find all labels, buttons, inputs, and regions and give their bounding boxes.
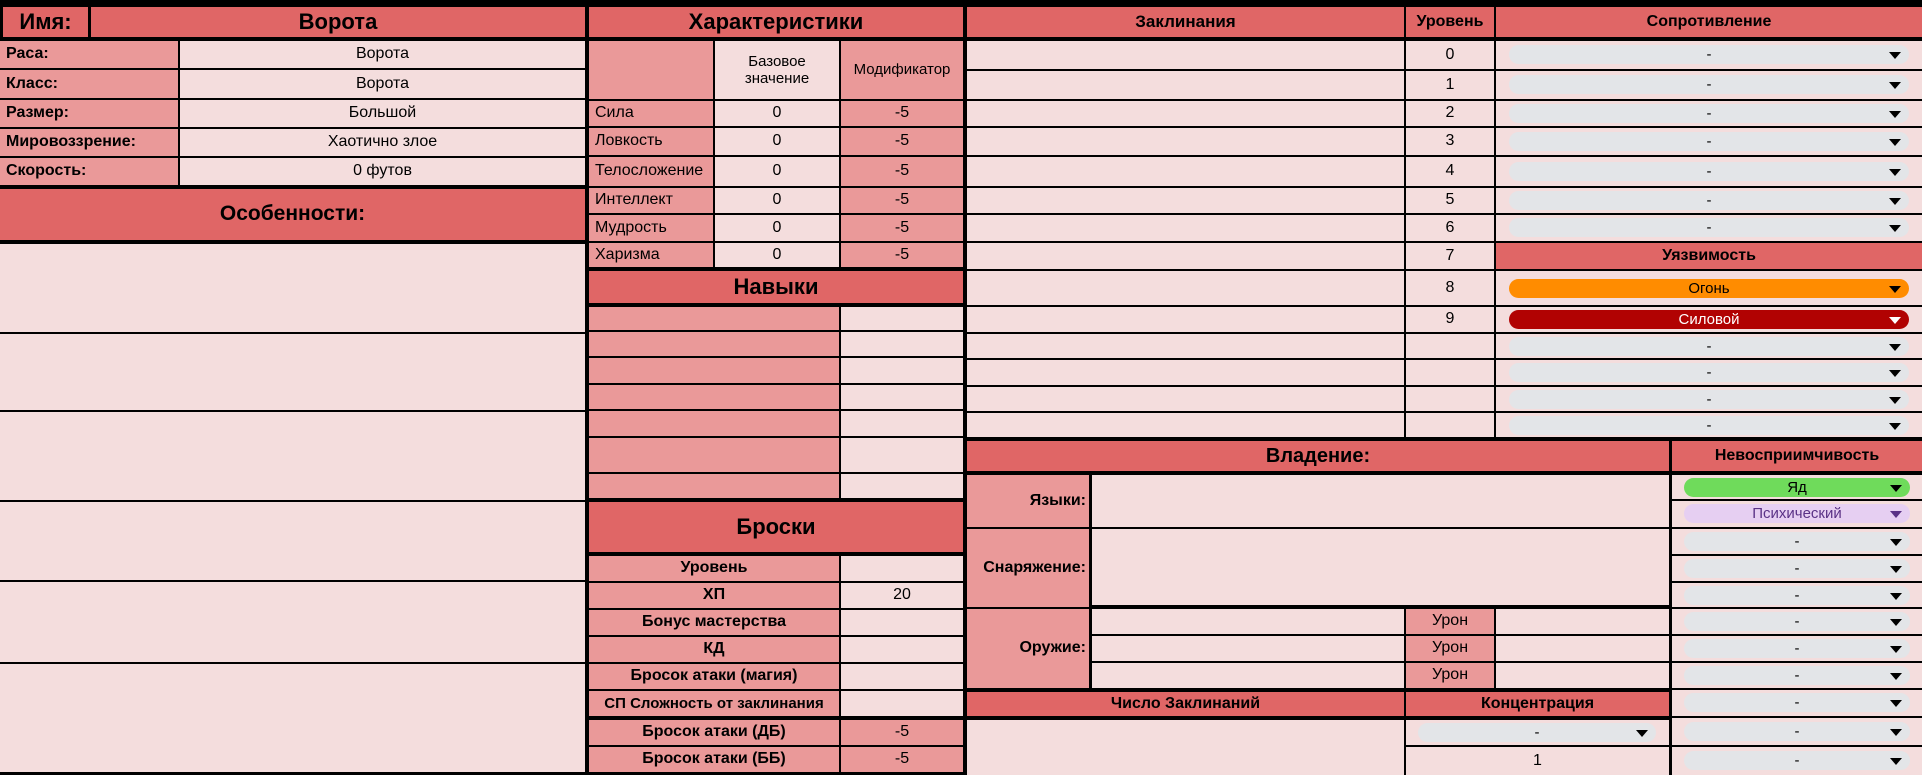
select-value: - xyxy=(1794,559,1800,577)
spell-slot[interactable] xyxy=(967,243,1404,269)
spell-level xyxy=(1406,334,1494,358)
skill-name[interactable] xyxy=(589,474,839,498)
ability-modifier: -5 xyxy=(841,128,963,155)
spell-level: 0 xyxy=(1406,41,1494,69)
immunity-select[interactable] xyxy=(1684,559,1910,578)
spell-attack-value[interactable] xyxy=(841,664,963,689)
hp-label: ХП xyxy=(589,583,839,608)
spell-dc-value[interactable] xyxy=(841,691,963,716)
size-value[interactable]: Большой xyxy=(180,100,585,127)
spell-slot[interactable] xyxy=(967,387,1404,411)
immunity-select[interactable] xyxy=(1684,639,1910,658)
immunity-cell xyxy=(1672,475,1922,499)
resistance-select[interactable] xyxy=(1509,104,1909,123)
ac-value[interactable] xyxy=(841,637,963,662)
spell-level: 1 xyxy=(1406,71,1494,99)
spell-level xyxy=(1406,387,1494,411)
select-value: Психический xyxy=(1752,504,1842,522)
damage-label: Урон xyxy=(1406,636,1494,661)
chevron-down-icon xyxy=(1889,169,1901,176)
spell-level xyxy=(1406,413,1494,437)
spell-slot[interactable] xyxy=(967,157,1404,186)
concentration-header: Концентрация xyxy=(1406,692,1669,716)
modifier-header: Модификатор xyxy=(841,41,963,99)
select-value: - xyxy=(1534,723,1540,741)
chevron-down-icon xyxy=(1889,82,1901,89)
race-label: Раса: xyxy=(0,41,178,68)
languages-label: Языки: xyxy=(967,475,1089,527)
features-row[interactable] xyxy=(0,334,585,410)
spell-slot[interactable] xyxy=(967,413,1404,437)
chevron-down-icon xyxy=(1889,139,1901,146)
immunity-select[interactable] xyxy=(1684,666,1910,685)
damage-value[interactable] xyxy=(1496,663,1669,688)
skill-name[interactable] xyxy=(589,411,839,436)
skills-header: Навыки xyxy=(589,271,963,303)
class-value[interactable]: Ворота xyxy=(180,70,585,98)
spell-level: 5 xyxy=(1406,188,1494,213)
skill-name[interactable] xyxy=(589,307,839,330)
chevron-down-icon xyxy=(1890,673,1902,680)
immunity-header: Невосприимчивость xyxy=(1672,441,1922,471)
skill-name[interactable] xyxy=(589,438,839,472)
select-value: - xyxy=(1794,532,1800,550)
resistance-cell xyxy=(1496,215,1922,241)
select-value: - xyxy=(1794,693,1800,711)
level-label: Уровень xyxy=(589,556,839,581)
select-value: - xyxy=(1794,612,1800,630)
features-row[interactable] xyxy=(0,664,585,772)
spell-slot[interactable] xyxy=(967,215,1404,241)
spell-level: 6 xyxy=(1406,215,1494,241)
proficiency-bonus-value[interactable] xyxy=(841,610,963,635)
immunity-select[interactable] xyxy=(1684,751,1910,770)
spell-slot[interactable] xyxy=(967,71,1404,99)
immunity-select[interactable] xyxy=(1684,693,1910,712)
vulnerability-select[interactable] xyxy=(1509,390,1909,409)
chevron-down-icon xyxy=(1890,700,1902,707)
chevron-down-icon xyxy=(1890,619,1902,626)
immunity-cell xyxy=(1672,609,1922,634)
select-value: - xyxy=(1706,132,1712,150)
languages-value[interactable] xyxy=(1092,475,1669,527)
ability-name: Телосложение xyxy=(589,157,713,186)
name-label: Имя: xyxy=(3,7,88,37)
ability-base[interactable]: 0 xyxy=(715,157,839,186)
resistance-cell xyxy=(1496,128,1922,155)
immunity-cell xyxy=(1672,636,1922,661)
skill-name[interactable] xyxy=(589,332,839,356)
ability-modifier: -5 xyxy=(841,157,963,186)
select-value: - xyxy=(1794,639,1800,657)
ability-base[interactable]: 0 xyxy=(715,128,839,155)
proficiency-header: Владение: xyxy=(967,441,1669,471)
spell-level: 9 xyxy=(1406,307,1494,332)
vulnerability-select[interactable] xyxy=(1509,337,1909,356)
vulnerability-cell xyxy=(1496,334,1922,358)
rolls-header: Броски xyxy=(589,502,963,552)
spell-slot[interactable] xyxy=(967,271,1404,305)
chevron-down-icon xyxy=(1890,646,1902,653)
immunity-select[interactable] xyxy=(1684,586,1910,605)
vulnerability-cell xyxy=(1496,360,1922,385)
class-label: Класс: xyxy=(0,70,178,98)
chevron-down-icon xyxy=(1889,317,1901,324)
chevron-down-icon xyxy=(1889,52,1901,59)
resistance-select[interactable] xyxy=(1509,162,1909,181)
speed-label: Скорость: xyxy=(0,158,178,185)
select-value: - xyxy=(1794,666,1800,684)
vulnerability-cell xyxy=(1496,413,1922,437)
resistance-cell xyxy=(1496,101,1922,126)
skill-name[interactable] xyxy=(589,358,839,383)
equipment-label: Снаряжение: xyxy=(967,529,1089,607)
hp-value[interactable]: 20 xyxy=(841,583,963,608)
immunity-cell xyxy=(1672,556,1922,581)
skill-name[interactable] xyxy=(589,385,839,409)
immunity-select[interactable] xyxy=(1684,504,1910,523)
select-value: - xyxy=(1706,416,1712,434)
resistance-select[interactable] xyxy=(1509,218,1909,237)
skill-value[interactable] xyxy=(841,438,963,472)
chevron-down-icon xyxy=(1889,423,1901,430)
spell-level: 8 xyxy=(1406,271,1494,305)
ac-label: КД xyxy=(589,637,839,662)
level-value[interactable] xyxy=(841,556,963,581)
chevron-down-icon xyxy=(1889,198,1901,205)
select-value: - xyxy=(1706,390,1712,408)
ability-name: Мудрость xyxy=(589,215,713,241)
race-value[interactable]: Ворота xyxy=(180,41,585,68)
melee-attack-label: Бросок атаки (ББ) xyxy=(589,747,839,772)
immunity-select[interactable] xyxy=(1684,478,1910,497)
skill-value[interactable] xyxy=(841,411,963,436)
alignment-value[interactable]: Хаотично злое xyxy=(180,129,585,156)
spell-count-value[interactable] xyxy=(967,720,1404,775)
features-row[interactable] xyxy=(0,502,585,580)
select-value: - xyxy=(1706,162,1712,180)
resistance-cell xyxy=(1496,71,1922,99)
spell-slot[interactable] xyxy=(967,101,1404,126)
spell-level: 4 xyxy=(1406,157,1494,186)
select-value: - xyxy=(1706,104,1712,122)
resistance-select[interactable] xyxy=(1509,132,1909,151)
ability-base[interactable]: 0 xyxy=(715,188,839,213)
speed-value[interactable]: 0 футов xyxy=(180,158,585,185)
alignment-label: Мировоззрение: xyxy=(0,129,178,156)
immunity-cell xyxy=(1672,663,1922,688)
vulnerability-select[interactable] xyxy=(1509,279,1909,298)
chevron-down-icon xyxy=(1889,111,1901,118)
spell-slot[interactable] xyxy=(967,41,1404,69)
skill-value[interactable] xyxy=(841,385,963,409)
chevron-down-icon xyxy=(1889,286,1901,293)
chevron-down-icon xyxy=(1890,566,1902,573)
weapon-name[interactable] xyxy=(1092,636,1404,661)
ranged-attack-label: Бросок атаки (ДБ) xyxy=(589,720,839,745)
immunity-cell xyxy=(1672,583,1922,607)
select-value: - xyxy=(1706,337,1712,355)
spell-slot[interactable] xyxy=(967,360,1404,385)
spell-level: 2 xyxy=(1406,101,1494,126)
base-value-header: Базовое значение xyxy=(715,41,839,99)
spell-count-number[interactable]: 1 xyxy=(1406,747,1669,775)
features-row[interactable] xyxy=(0,412,585,500)
ability-name: Сила xyxy=(589,101,713,126)
size-label: Размер: xyxy=(0,100,178,127)
spell-slot[interactable] xyxy=(967,334,1404,358)
concentration-select[interactable] xyxy=(1418,723,1656,742)
vulnerability-select[interactable] xyxy=(1509,416,1909,435)
spell-count-header: Число Заклинаний xyxy=(967,692,1404,716)
vulnerability-cell xyxy=(1496,307,1922,332)
ability-modifier: -5 xyxy=(841,101,963,126)
melee-attack-value: -5 xyxy=(841,747,963,772)
resistance-select[interactable] xyxy=(1509,191,1909,210)
immunity-select[interactable] xyxy=(1684,722,1910,741)
chevron-down-icon xyxy=(1889,397,1901,404)
chevron-down-icon xyxy=(1889,344,1901,351)
immunity-cell xyxy=(1672,747,1922,775)
vulnerability-cell xyxy=(1496,387,1922,411)
vulnerability-header: Уязвимость xyxy=(1496,243,1922,269)
weapons-label: Оружие: xyxy=(967,609,1089,688)
resistance-select[interactable] xyxy=(1509,45,1909,64)
select-value: Силовой xyxy=(1678,310,1740,328)
weapon-name[interactable] xyxy=(1092,663,1404,688)
concentration-cell xyxy=(1406,720,1669,745)
equipment-value[interactable] xyxy=(1092,529,1669,605)
ability-name: Харизма xyxy=(589,243,713,267)
chevron-down-icon xyxy=(1890,539,1902,546)
resistance-cell xyxy=(1496,188,1922,213)
ability-modifier: -5 xyxy=(841,243,963,267)
immunity-cell xyxy=(1672,718,1922,745)
features-header: Особенности: xyxy=(0,189,585,240)
ability-modifier: -5 xyxy=(841,215,963,241)
select-value: - xyxy=(1706,45,1712,63)
spell-level: 3 xyxy=(1406,128,1494,155)
skill-value[interactable] xyxy=(841,358,963,383)
skill-value[interactable] xyxy=(841,307,963,330)
ability-base[interactable]: 0 xyxy=(715,215,839,241)
weapon-name[interactable] xyxy=(1092,609,1404,634)
chevron-down-icon xyxy=(1890,729,1902,736)
spell-attack-label: Бросок атаки (магия) xyxy=(589,664,839,689)
chevron-down-icon xyxy=(1890,485,1902,492)
resistance-select[interactable] xyxy=(1509,75,1909,94)
features-row[interactable] xyxy=(0,244,585,332)
ability-base[interactable]: 0 xyxy=(715,243,839,267)
chevron-down-icon xyxy=(1890,593,1902,600)
damage-value[interactable] xyxy=(1496,636,1669,661)
resistance-cell xyxy=(1496,157,1922,186)
immunity-select[interactable] xyxy=(1684,532,1910,551)
spell-level-header: Уровень xyxy=(1406,7,1494,37)
ability-modifier: -5 xyxy=(841,188,963,213)
spells-header: Заклинания xyxy=(967,7,1404,37)
chevron-down-icon xyxy=(1890,758,1902,765)
damage-label: Урон xyxy=(1406,663,1494,688)
spell-slot[interactable] xyxy=(967,128,1404,155)
damage-value[interactable] xyxy=(1496,609,1669,634)
select-value: - xyxy=(1706,191,1712,209)
ranged-attack-value: -5 xyxy=(841,720,963,745)
resistance-header: Сопротивление xyxy=(1496,7,1922,37)
select-value: - xyxy=(1706,218,1712,236)
skill-value[interactable] xyxy=(841,474,963,498)
select-value: - xyxy=(1706,75,1712,93)
skill-value[interactable] xyxy=(841,332,963,356)
chevron-down-icon xyxy=(1889,225,1901,232)
resistance-cell xyxy=(1496,41,1922,69)
spell-slot[interactable] xyxy=(967,188,1404,213)
chevron-down-icon xyxy=(1890,511,1902,518)
vulnerability-select[interactable] xyxy=(1509,310,1909,329)
immunity-select[interactable] xyxy=(1684,612,1910,631)
spell-dc-label: СП Сложность от заклинания xyxy=(589,691,839,716)
immunity-cell xyxy=(1672,501,1922,527)
abilities-corner xyxy=(589,41,713,99)
name-value[interactable]: Ворота xyxy=(91,7,585,37)
immunity-cell xyxy=(1672,690,1922,716)
spell-level xyxy=(1406,360,1494,385)
select-value: - xyxy=(1794,751,1800,769)
abilities-header: Характеристики xyxy=(589,7,963,37)
select-value: Огонь xyxy=(1688,279,1730,297)
select-value: - xyxy=(1794,722,1800,740)
ability-base[interactable]: 0 xyxy=(715,101,839,126)
chevron-down-icon xyxy=(1636,730,1648,737)
spell-slot[interactable] xyxy=(967,307,1404,332)
vulnerability-cell xyxy=(1496,271,1922,305)
select-value: - xyxy=(1794,586,1800,604)
proficiency-bonus-label: Бонус мастерства xyxy=(589,610,839,635)
ability-name: Интеллект xyxy=(589,188,713,213)
features-row[interactable] xyxy=(0,582,585,662)
chevron-down-icon xyxy=(1889,370,1901,377)
ability-name: Ловкость xyxy=(589,128,713,155)
select-value: Яд xyxy=(1787,478,1807,496)
select-value: - xyxy=(1706,363,1712,381)
immunity-cell xyxy=(1672,529,1922,554)
vulnerability-select[interactable] xyxy=(1509,363,1909,382)
spell-level: 7 xyxy=(1406,243,1494,269)
damage-label: Урон xyxy=(1406,609,1494,634)
